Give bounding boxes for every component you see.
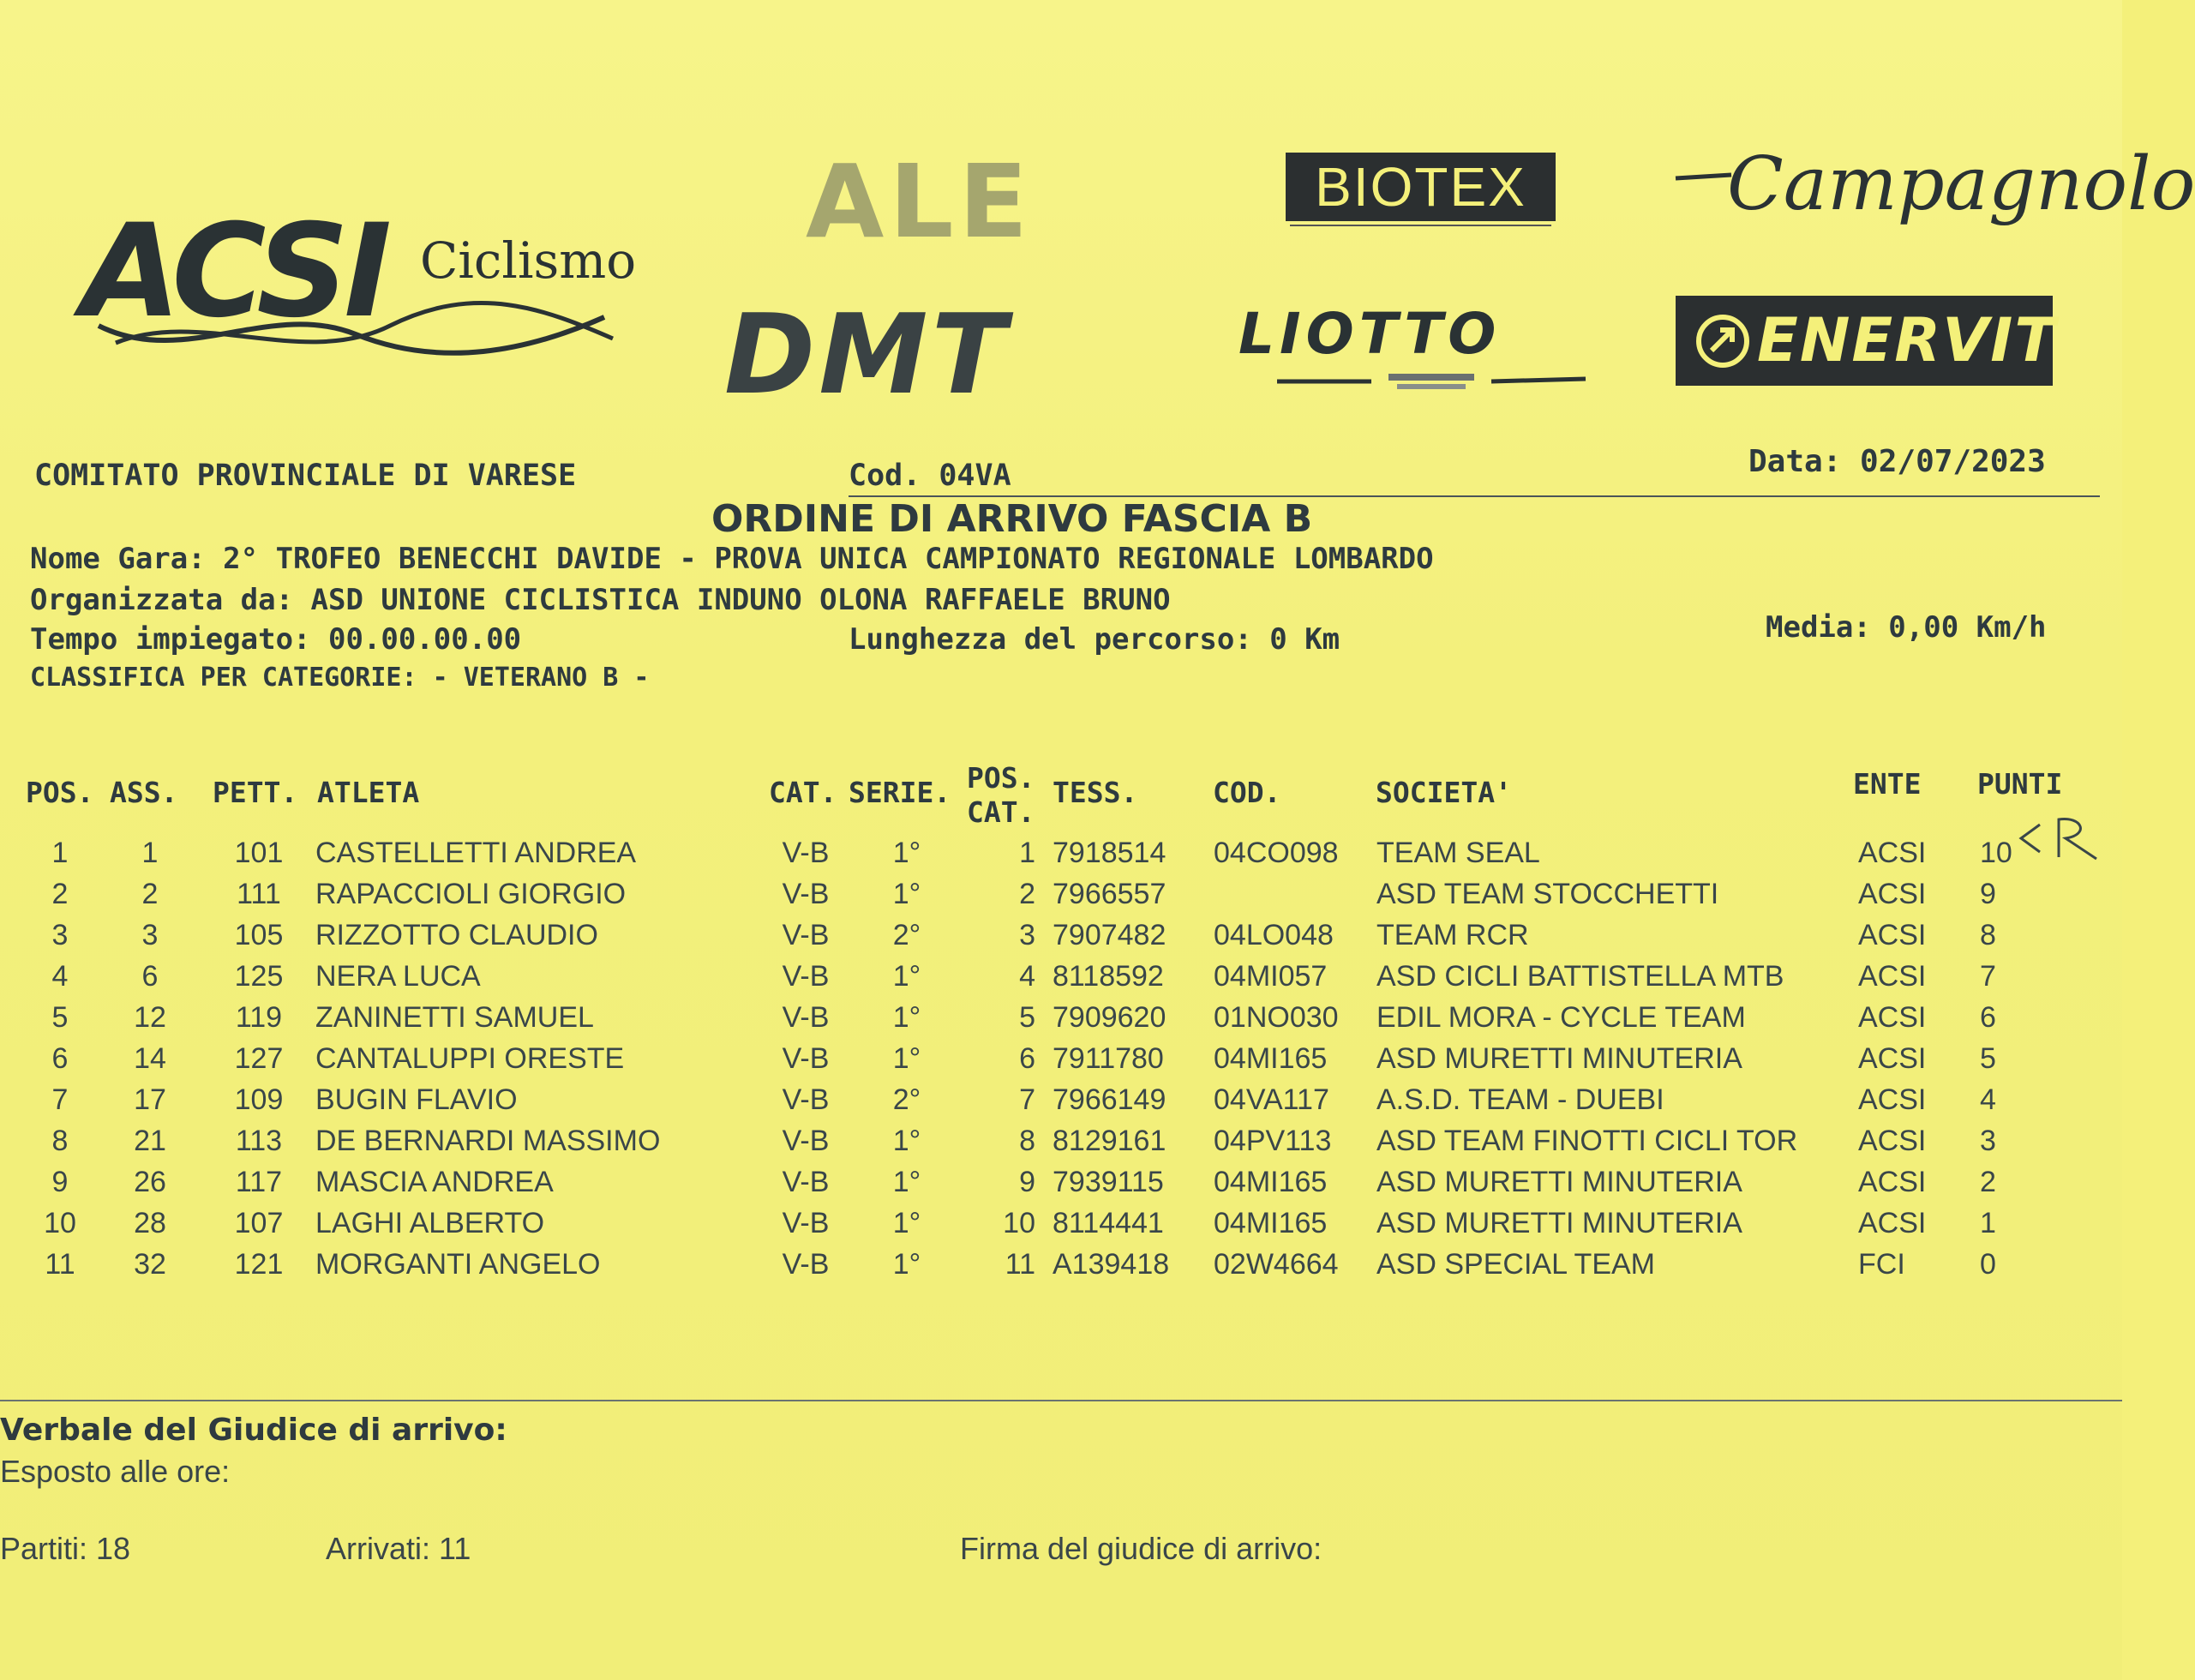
cell-punti: 4 <box>1980 1083 1996 1116</box>
cell-cat: V-B <box>782 1042 830 1075</box>
cell-ente: ACSI <box>1858 1125 1927 1157</box>
race-organizer: Organizzata da: ASD UNIONE CICLISTICA INDUNO OLONA RAFFAELE BRUNO <box>30 583 1171 617</box>
liotto-logo-lines-icon <box>1277 369 1586 394</box>
cell-punti: 7 <box>1980 960 1996 993</box>
cell-pett: 111 <box>237 878 281 910</box>
column-header-atleta: ATLETA <box>317 776 420 809</box>
cell-serie: 2° <box>892 1083 921 1116</box>
cell-ass: 28 <box>134 1207 166 1239</box>
cell-ente: ACSI <box>1858 1083 1927 1116</box>
cell-tess: 7907482 <box>1053 919 1166 951</box>
cell-ente: ACSI <box>1858 919 1927 951</box>
column-header-pett: PETT. <box>213 776 298 809</box>
cell-cat: V-B <box>782 837 830 869</box>
cell-tess: 8118592 <box>1053 960 1164 993</box>
cell-atleta: NERA LUCA <box>315 960 481 993</box>
cell-cod: 04MI165 <box>1214 1042 1328 1075</box>
cell-pett: 109 <box>234 1083 284 1116</box>
table-row <box>0 1083 2122 1125</box>
cell-ente: ACSI <box>1858 1166 1927 1198</box>
cell-cod: 04MI165 <box>1214 1166 1328 1198</box>
cell-pos: 6 <box>51 1042 69 1075</box>
table-row <box>0 919 2122 960</box>
cell-punti: 3 <box>1980 1125 1996 1157</box>
acsi-logo-subtitle: Ciclismo <box>420 231 637 290</box>
cell-pos: 3 <box>51 919 69 951</box>
cell-ente: ACSI <box>1858 878 1927 910</box>
cell-tess: 7909620 <box>1053 1001 1166 1034</box>
cell-pett: 107 <box>234 1207 284 1239</box>
cell-cat: V-B <box>782 919 830 951</box>
column-header-societa: SOCIETA' <box>1376 776 1512 809</box>
cell-ass: 14 <box>134 1042 166 1075</box>
table-row <box>0 1166 2122 1207</box>
cell-ass: 21 <box>134 1125 166 1157</box>
cell-poscat: 6 <box>1019 1042 1035 1075</box>
cell-pett: 119 <box>235 1001 283 1034</box>
cell-pos: 9 <box>51 1166 69 1198</box>
cell-tess: 7966149 <box>1053 1083 1166 1116</box>
cell-poscat: 9 <box>1019 1166 1035 1198</box>
cell-societa: ASD MURETTI MINUTERIA <box>1376 1207 1742 1239</box>
cell-ass: 26 <box>134 1166 166 1198</box>
table-row <box>0 1125 2122 1166</box>
cell-cat: V-B <box>782 1207 830 1239</box>
cell-punti: 6 <box>1980 1001 1996 1034</box>
cell-punti: 10 <box>1980 837 2012 869</box>
cell-atleta: RAPACCIOLI GIORGIO <box>315 878 627 910</box>
cell-atleta: CANTALUPPI ORESTE <box>315 1042 625 1075</box>
column-header-serie: SERIE. <box>849 776 951 809</box>
cell-serie: 1° <box>892 837 921 869</box>
cell-poscat: 1 <box>1019 837 1035 869</box>
table-row <box>0 837 2122 878</box>
cell-serie: 1° <box>892 1166 921 1198</box>
cell-atleta: LAGHI ALBERTO <box>315 1207 545 1239</box>
cell-societa: A.S.D. TEAM - DUEBI <box>1376 1083 1664 1116</box>
table-row <box>0 1248 2122 1289</box>
cell-ente: FCI <box>1858 1248 1905 1281</box>
campagnolo-logo-word: Campagnolo <box>1727 141 2195 227</box>
ale-logo: ALE <box>806 142 1034 261</box>
cell-poscat: 2 <box>1019 878 1035 910</box>
judge-signature-label: Firma del giudice di arrivo: <box>960 1531 1322 1566</box>
cell-cat: V-B <box>782 1001 830 1034</box>
column-header-pos: POS. <box>26 776 94 809</box>
category-classification: CLASSIFICA PER CATEGORIE: - VETERANO B - <box>30 663 650 693</box>
cell-atleta: MASCIA ANDREA <box>315 1166 554 1198</box>
cell-atleta: RIZZOTTO CLAUDIO <box>315 919 598 951</box>
cell-punti: 8 <box>1980 919 1996 951</box>
cell-tess: 8129161 <box>1053 1125 1166 1157</box>
cell-pos: 8 <box>51 1125 69 1157</box>
starters-count: Partiti: 18 <box>0 1531 131 1566</box>
cell-ente: ACSI <box>1858 1042 1927 1075</box>
cell-pett: 105 <box>234 919 284 951</box>
biotex-logo-underline <box>1290 225 1551 231</box>
cell-poscat: 8 <box>1019 1125 1035 1157</box>
column-header-ass: ASS. <box>110 776 178 809</box>
handwritten-annotation-icon <box>2014 813 2117 864</box>
cell-ass: 1 <box>141 837 159 869</box>
cell-tess: A139418 <box>1053 1248 1170 1281</box>
cell-poscat: 10 <box>1003 1207 1035 1239</box>
page-title: ORDINE DI ARRIVO FASCIA B <box>711 497 1313 541</box>
race-name: Nome Gara: 2° TROFEO BENECCHI DAVIDE - PROVA UNICA CAMPIONATO REGIONALE LOMBARDO <box>30 542 1434 576</box>
cell-atleta: DE BERNARDI MASSIMO <box>315 1125 661 1157</box>
column-header-cod: COD. <box>1213 776 1281 809</box>
biotex-logo: BIOTEX <box>1286 153 1556 221</box>
cell-societa: TEAM SEAL <box>1376 837 1540 869</box>
cell-ente: ACSI <box>1858 1001 1927 1034</box>
cell-cat: V-B <box>782 1166 830 1198</box>
cell-cat: V-B <box>782 1083 830 1116</box>
cell-punti: 5 <box>1980 1042 1996 1075</box>
cell-pos: 10 <box>44 1207 76 1239</box>
cell-ass: 17 <box>134 1083 166 1116</box>
cell-pos: 7 <box>51 1083 69 1116</box>
cell-pett: 101 <box>234 837 284 869</box>
cell-cod: 04PV113 <box>1214 1125 1332 1157</box>
comitato-title: COMITATO PROVINCIALE DI VARESE <box>34 459 577 493</box>
cell-punti: 1 <box>1980 1207 1996 1239</box>
cell-pett: 113 <box>235 1125 283 1157</box>
cell-ass: 32 <box>134 1248 166 1281</box>
cell-tess: 7918514 <box>1053 837 1166 869</box>
table-row <box>0 1042 2122 1083</box>
table-row <box>0 878 2122 919</box>
enervit-arrow-icon <box>1694 313 1751 369</box>
judge-report-title: Verbale del Giudice di arrivo: <box>0 1413 507 1448</box>
cell-ente: ACSI <box>1858 1207 1927 1239</box>
cell-pos: 4 <box>51 960 69 993</box>
enervit-logo-word: ENERVIT <box>1757 305 2058 375</box>
comitato-code: Cod. 04VA <box>849 459 1011 493</box>
cell-societa: ASD CICLI BATTISTELLA MTB <box>1376 960 1784 993</box>
cell-tess: 7939115 <box>1053 1166 1164 1198</box>
cell-pos: 1 <box>51 837 69 869</box>
posted-at-label: Esposto alle ore: <box>0 1454 231 1489</box>
cell-cod: 04MI165 <box>1214 1207 1328 1239</box>
cell-punti: 9 <box>1980 878 1996 910</box>
cell-societa: ASD TEAM FINOTTI CICLI TOR <box>1376 1125 1798 1157</box>
cell-atleta: CASTELLETTI ANDREA <box>315 837 637 869</box>
cell-tess: 7911780 <box>1053 1042 1164 1075</box>
column-header-punti: PUNTI <box>1977 767 2063 801</box>
cell-societa: TEAM RCR <box>1376 919 1529 951</box>
cell-societa: ASD TEAM STOCCHETTI <box>1376 878 1719 910</box>
table-row <box>0 960 2122 1001</box>
cell-ass: 3 <box>141 919 159 951</box>
cell-serie: 1° <box>892 1042 921 1075</box>
cell-pett: 121 <box>234 1248 284 1281</box>
campagnolo-logo <box>1676 137 2195 231</box>
cell-poscat: 5 <box>1019 1001 1035 1034</box>
acsi-swoosh-icon <box>81 291 630 369</box>
cell-tess: 7966557 <box>1053 878 1166 910</box>
cell-ass: 6 <box>141 960 159 993</box>
column-header-tess: TESS. <box>1053 776 1138 809</box>
dmt-logo: DMT <box>724 291 1010 419</box>
cell-societa: ASD MURETTI MINUTERIA <box>1376 1042 1742 1075</box>
cell-pett: 117 <box>235 1166 283 1198</box>
cell-poscat: 3 <box>1019 919 1035 951</box>
cell-cod: 04VA117 <box>1214 1083 1329 1116</box>
cell-cat: V-B <box>782 878 830 910</box>
cell-pos: 5 <box>51 1001 69 1034</box>
cell-societa: ASD SPECIAL TEAM <box>1376 1248 1655 1281</box>
course-length: Lunghezza del percorso: 0 Km <box>849 622 1340 657</box>
cell-cat: V-B <box>782 1248 830 1281</box>
acsi-logo-word: ACSI <box>81 197 387 346</box>
cell-punti: 2 <box>1980 1166 1996 1198</box>
cell-ass: 12 <box>134 1001 166 1034</box>
cell-punti: 0 <box>1980 1248 1996 1281</box>
cell-poscat: 4 <box>1019 960 1035 993</box>
cell-serie: 1° <box>892 878 921 910</box>
cell-cod: 04LO048 <box>1214 919 1334 951</box>
cell-ente: ACSI <box>1858 960 1927 993</box>
cell-serie: 1° <box>892 960 921 993</box>
cell-cod: 04CO098 <box>1214 837 1339 869</box>
cell-poscat: 11 <box>1005 1248 1035 1281</box>
cell-pos: 2 <box>51 878 69 910</box>
cell-serie: 1° <box>892 1248 921 1281</box>
column-header-poscat-bottom: CAT. <box>967 795 1035 829</box>
cell-poscat: 7 <box>1019 1083 1035 1116</box>
finishers-count: Arrivati: 11 <box>326 1531 471 1566</box>
footer-divider <box>0 1400 2122 1401</box>
race-time: Tempo impiegato: 00.00.00.00 <box>30 622 522 657</box>
cell-pett: 127 <box>234 1042 284 1075</box>
column-header-ente: ENTE <box>1853 767 1922 801</box>
column-header-poscat-top: POS. <box>967 761 1035 795</box>
table-row <box>0 1207 2122 1248</box>
cell-serie: 2° <box>892 919 921 951</box>
cell-cat: V-B <box>782 960 830 993</box>
cell-pos: 11 <box>45 1248 75 1281</box>
cell-cod: 02W4664 <box>1214 1248 1339 1281</box>
cell-cod: 04MI057 <box>1214 960 1328 993</box>
cell-ente: ACSI <box>1858 837 1927 869</box>
cell-atleta: MORGANTI ANGELO <box>315 1248 601 1281</box>
cell-ass: 2 <box>141 878 159 910</box>
cell-serie: 1° <box>892 1207 921 1239</box>
race-date: Data: 02/07/2023 <box>1748 444 2046 479</box>
cell-cat: V-B <box>782 1125 830 1157</box>
cell-pett: 125 <box>234 960 284 993</box>
enervit-logo <box>1676 296 2058 386</box>
cell-serie: 1° <box>892 1125 921 1157</box>
cell-societa: EDIL MORA - CYCLE TEAM <box>1376 1001 1746 1034</box>
average-speed: Media: 0,00 Km/h <box>1766 610 2047 645</box>
cell-atleta: BUGIN FLAVIO <box>315 1083 518 1116</box>
cell-cod: 01NO030 <box>1214 1001 1339 1034</box>
acsi-ciclismo-logo <box>81 197 637 369</box>
column-header-cat: CAT. <box>769 776 837 809</box>
cell-atleta: ZANINETTI SAMUEL <box>315 1001 594 1034</box>
cell-serie: 1° <box>892 1001 921 1034</box>
cell-tess: 8114441 <box>1053 1207 1164 1239</box>
table-row <box>0 1001 2122 1042</box>
liotto-logo: LIOTTO <box>1238 301 1502 367</box>
cell-societa: ASD MURETTI MINUTERIA <box>1376 1166 1742 1198</box>
